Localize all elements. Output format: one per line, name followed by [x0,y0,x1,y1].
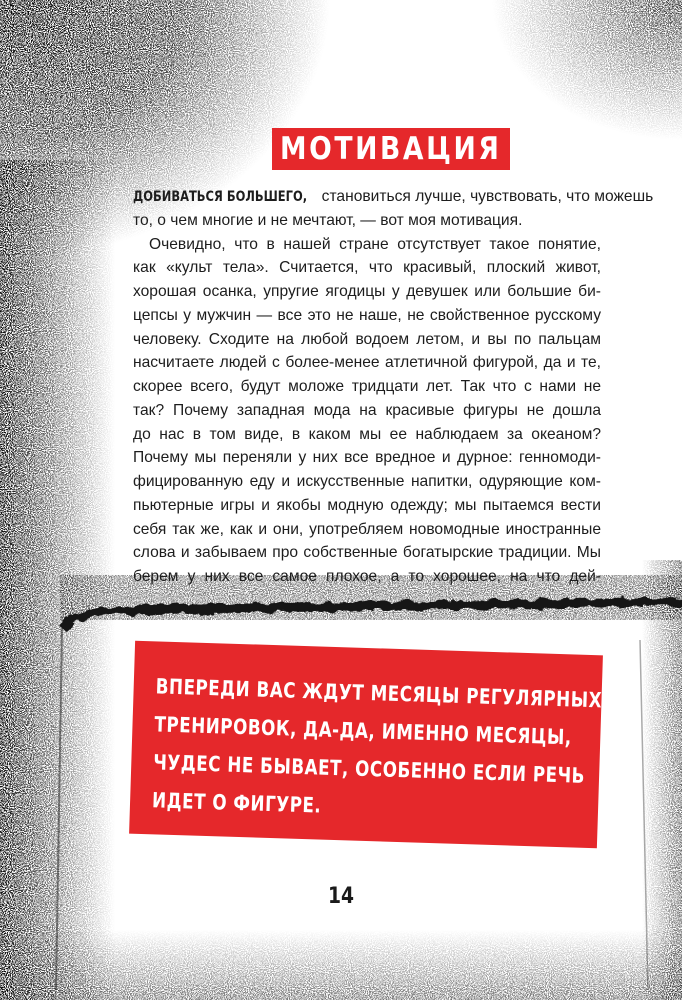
text-line: себя так же, как и они, употребляем новомодные иностранные [133,520,601,538]
lead-phrase: ДОБИВАТЬСЯ БОЛЬШЕГО, [133,189,308,205]
body-paragraphs [133,185,654,589]
text-line: ДОБИВАТЬСЯ БОЛЬШЕГО, становиться лучше, чувствовать, что можешь [133,185,601,209]
text-line: Очевидно, что в нашей стране отсутствует такое понятие, [149,235,601,253]
text-line: скорее всего, будут моложе тридцати лет. Так что с нами не [133,378,601,395]
text-line: хорошая осанка, упругие ягодицы у девушек или большие би- [133,283,601,300]
callout-line: ЧУДЕС НЕ БЫВАЕТ, ОСОБЕННО ЕСЛИ РЕЧЬ [152,750,586,788]
page-title: МОТИВАЦИЯ [280,130,502,167]
text-line: как «культ тела». Считается, что красивый, плоский живот, [133,259,601,277]
text-line: фицированную еду и искусственные напитки, одуряющие ком- [133,473,601,490]
heading-banner [272,128,510,170]
text-line: цепсы у мужчин — все это не наше, не свойственное русскому [133,306,601,324]
text-line: Почему мы переняли у них все вредное и дурное: генномоди- [133,449,601,467]
text-line: до нас в том виде, в каком мы ее наблюдаем за океаном? [133,425,601,443]
callout-box [129,641,603,849]
text-line: так? Почему западная мода на красивые фигуры не дошла [133,401,601,419]
callout-line: ИДЕТ О ФИГУРЕ. [151,788,322,818]
text-line: насчитаете людей с более-менее атлетичной фигурой, да и те, [133,354,601,372]
text-line: пьютерные игры и якобы модную одежду; мы пытаемся вести [133,496,601,514]
text-line: слова и забываем про собственные богатырские традиции. Мы [133,544,601,562]
callout-line: ВПЕРЕДИ ВАС ЖДУТ МЕСЯЦЫ РЕГУЛЯРНЫХ [155,674,603,713]
text-line: то, о чем многие и не мечтают, — вот моя мотивация. [133,211,523,229]
callout-line: ТРЕНИРОВОК, ДА-ДА, ИМЕННО МЕСЯЦЫ, [154,712,573,750]
text-line: человеку. Сходите на любой водоем летом, и вы по пальцам [133,330,601,348]
page-number: 14 [327,884,355,909]
text-line: берем у них все самое плохое, а то хорошее, на что дей- [133,568,601,585]
callout-text [151,667,603,833]
